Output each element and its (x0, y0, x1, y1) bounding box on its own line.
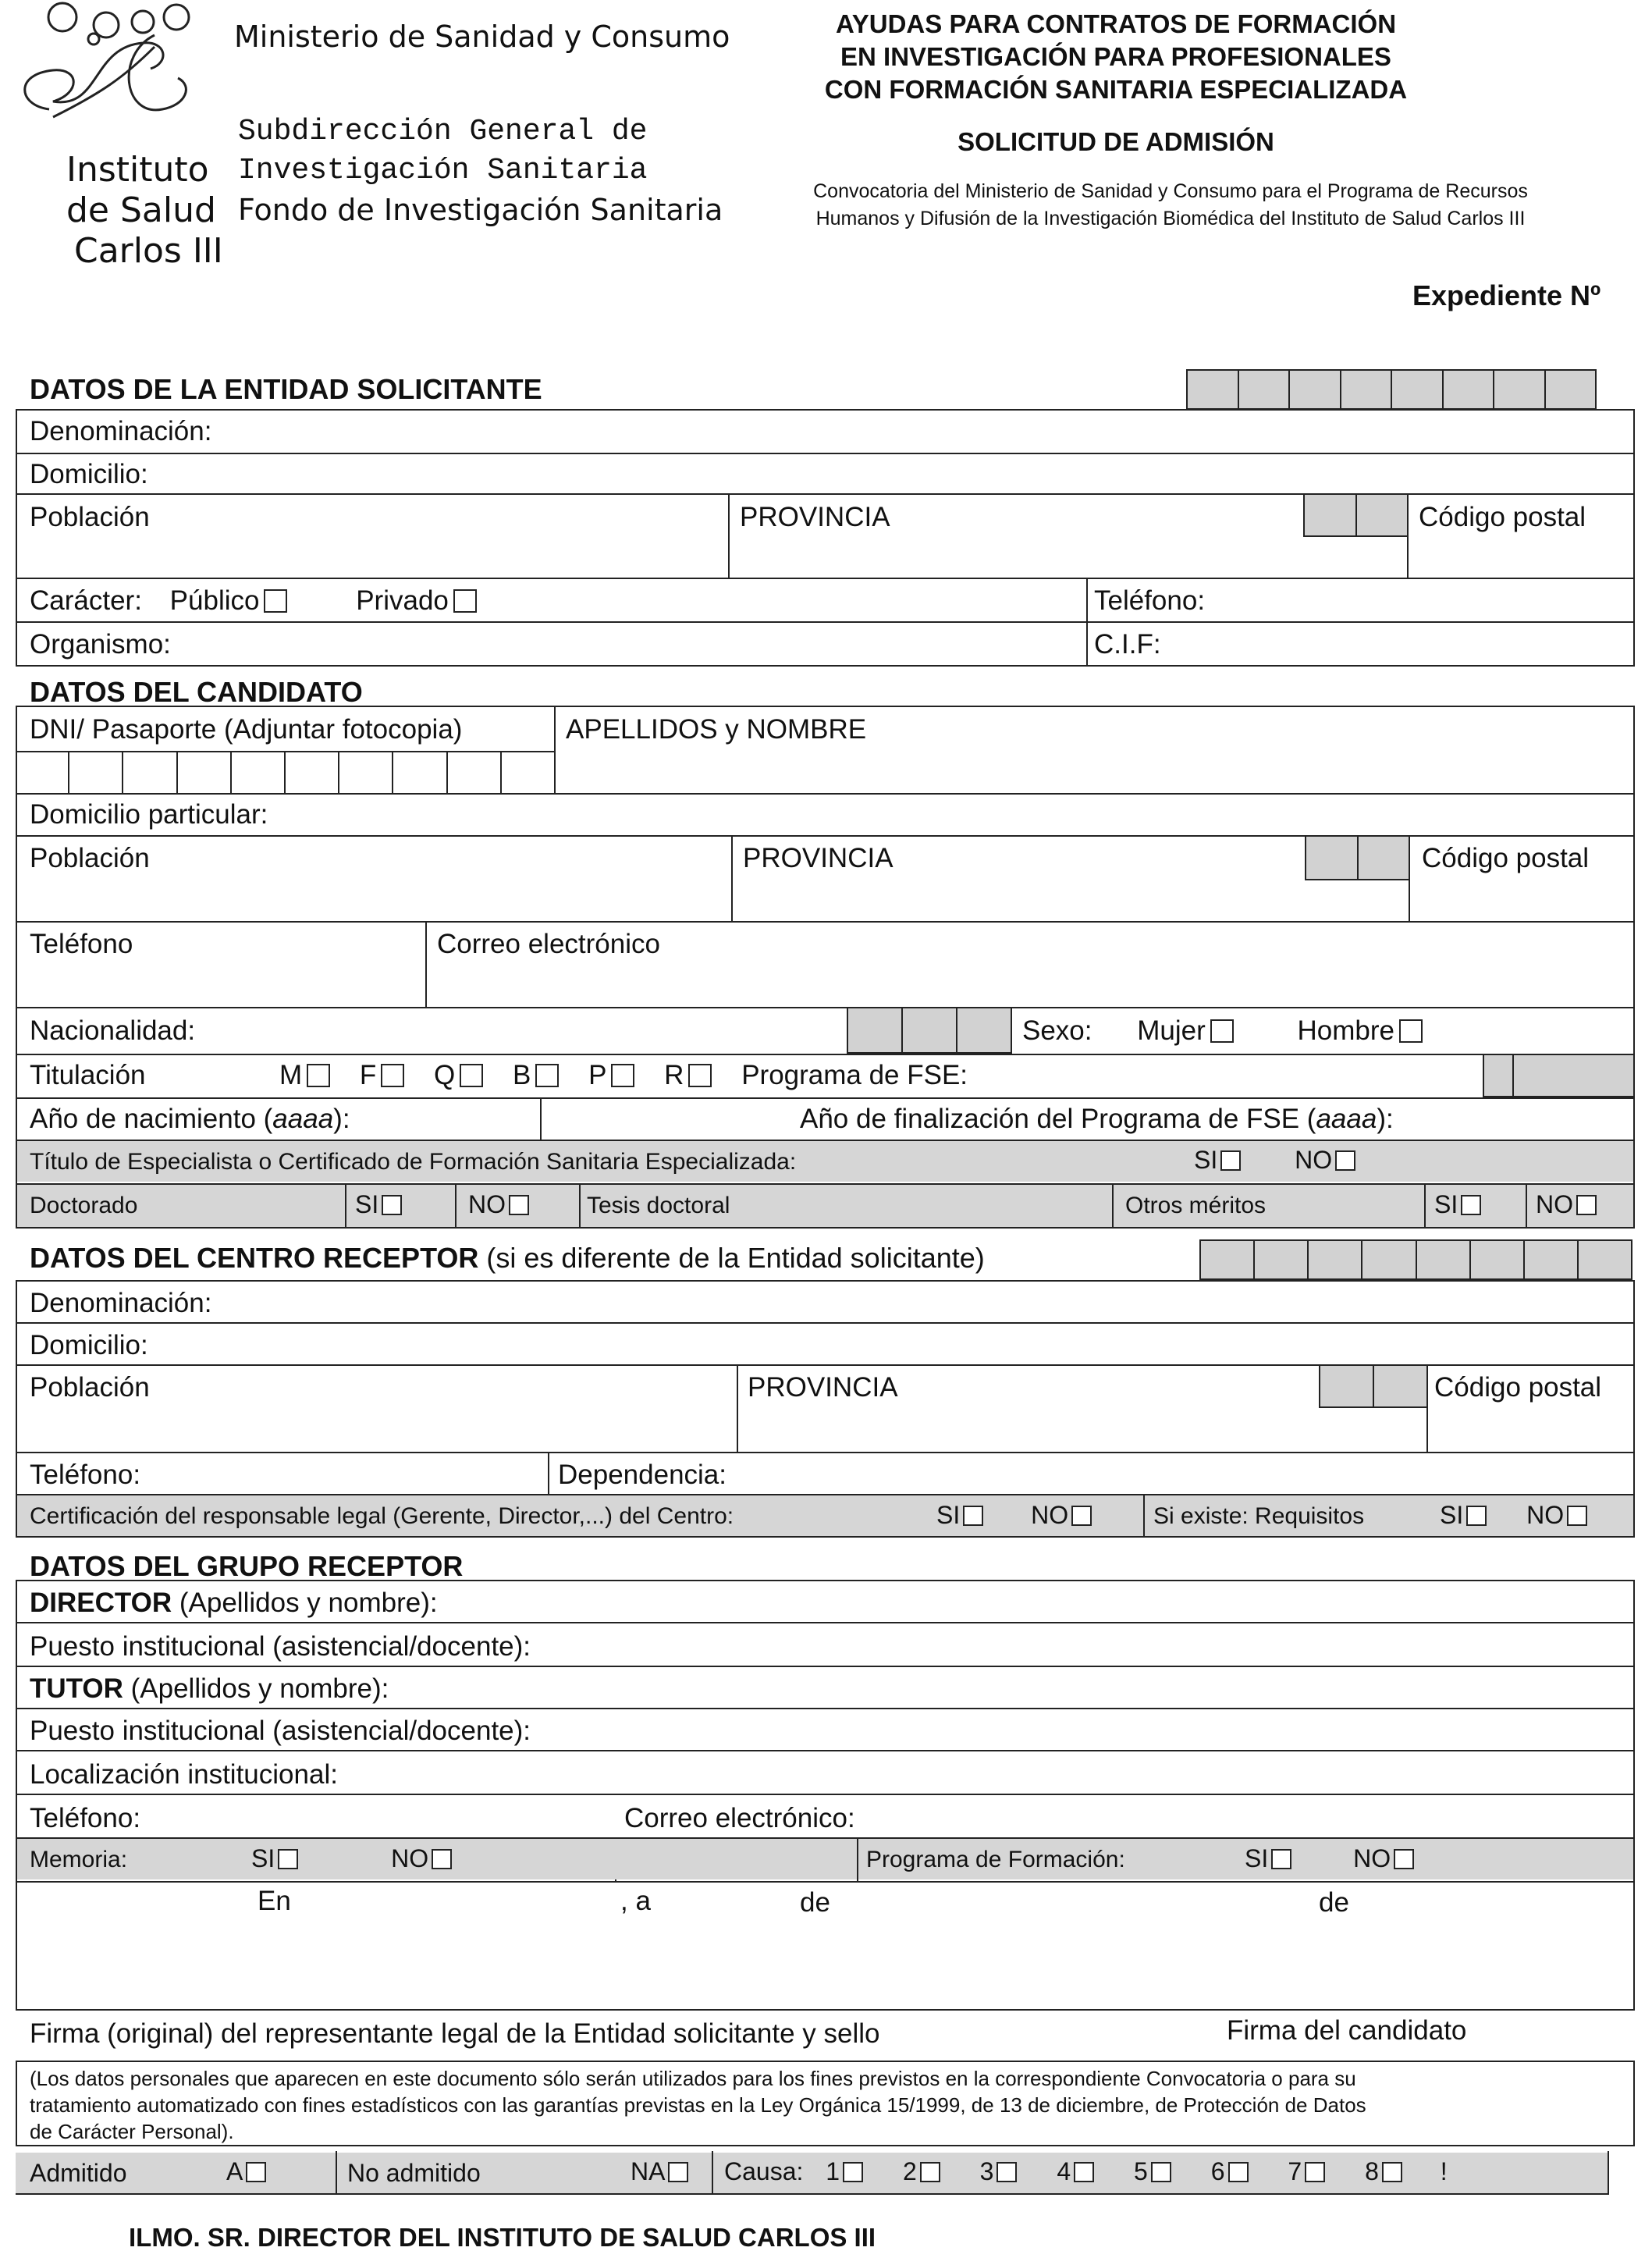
isciii-logo-mark-icon (6, 0, 217, 156)
tit-q-checkbox[interactable] (460, 1064, 483, 1087)
doctorado-row (17, 1185, 1633, 1227)
centro-provincia-label: PROVINCIA (748, 1372, 898, 1403)
centro-dependencia-label: Dependencia: (558, 1460, 727, 1490)
causa-1-label: 1 (826, 2157, 840, 2185)
causa-7-checkbox[interactable] (1305, 2162, 1325, 2182)
nacimiento-label: Año de nacimiento (aaaa): (30, 1104, 350, 1134)
localizacion-label: Localización institucional: (30, 1759, 338, 1790)
tit-m-label: M (279, 1060, 303, 1090)
admitido-a-label: A (226, 2157, 243, 2185)
tit-p-label: P (588, 1060, 607, 1090)
candidato-telefono-label: Teléfono (30, 929, 133, 959)
causa-7-label: 7 (1288, 2157, 1302, 2185)
entidad-provincia-label: PROVINCIA (740, 502, 890, 532)
convocatoria-line-2: Humanos y Difusión de la Investigación Biomédica del Instituto de Salud Carlos III (815, 208, 1526, 229)
puesto-tutor-label: Puesto institucional (asistencial/docente): (30, 1716, 531, 1746)
publico-label: Público (169, 585, 260, 616)
finalizacion-label: Año de finalización del Programa de FSE (aaaa): (800, 1104, 1394, 1134)
grupo-correo-label: Correo electrónico: (624, 1803, 855, 1833)
privado-checkbox[interactable] (453, 589, 477, 613)
programa-fse-label: Programa de FSE: (741, 1060, 968, 1090)
subdireccion-line-2: Investigación Sanitaria (238, 154, 648, 187)
entidad-caracter-field (30, 587, 477, 614)
candidato-provincia-cells[interactable] (1305, 835, 1410, 880)
entidad-section-box (16, 409, 1635, 667)
programa-si-checkbox[interactable] (1271, 1849, 1291, 1869)
form-title-line-3: CON FORMACIÓN SANITARIA ESPECIALIZADA (824, 75, 1408, 104)
otros-no-checkbox[interactable] (1576, 1195, 1597, 1215)
causa-4-checkbox[interactable] (1074, 2162, 1094, 2182)
certificacion-no-checkbox[interactable] (1071, 1506, 1092, 1526)
memoria-label: Memoria: (30, 1847, 128, 1872)
admitido-a (226, 2159, 266, 2184)
tit-b-checkbox[interactable] (535, 1064, 559, 1087)
footer-addressee: ILMO. SR. DIRECTOR DEL INSTITUTO DE SALUD CARLOS III (129, 2223, 876, 2252)
causa-5-checkbox[interactable] (1151, 2162, 1171, 2182)
entidad-provincia-cells[interactable] (1303, 493, 1409, 537)
candidato-correo-label: Correo electrónico (437, 929, 660, 959)
especialista-no-checkbox[interactable] (1335, 1150, 1355, 1171)
legal-line-3: de Carácter Personal). (30, 2120, 234, 2143)
section-title-centro (30, 1244, 985, 1272)
otros-no-label: NO (1536, 1190, 1573, 1218)
entidad-denominacion-label: Denominación: (30, 416, 212, 446)
memoria-si-label: SI (251, 1844, 275, 1872)
causa-3-label: 3 (979, 2157, 994, 2185)
memoria-options (251, 1846, 452, 1871)
dni-label: DNI/ Pasaporte (Adjuntar fotocopia) (30, 714, 463, 745)
firma-de-2-label: de (1319, 1887, 1349, 1918)
candidato-provincia-label: PROVINCIA (743, 843, 894, 873)
programa-fse-cells[interactable] (1483, 1054, 1635, 1097)
section-title-candidato: DATOS DEL CANDIDATO (30, 676, 363, 708)
centro-domicilio-label: Domicilio: (30, 1330, 148, 1360)
firma-candidato-label: Firma del candidato (1227, 2015, 1467, 2046)
sexo-field (1022, 1017, 1423, 1044)
programa-formacion-options (1245, 1846, 1414, 1871)
no-admitido-na-label: NA (631, 2157, 666, 2185)
form-subtitle: SOLICITUD DE ADMISIÓN (957, 127, 1274, 156)
candidato-domicilio-label: Domicilio particular: (30, 799, 268, 830)
convocatoria-line-1: Convocatoria del Ministerio de Sanidad y Consumo para el Programa de Recursos (813, 180, 1528, 202)
entidad-cif-label: C.I.F: (1094, 629, 1161, 660)
no-admitido-checkbox[interactable] (668, 2162, 688, 2182)
director-rest: (Apellidos y nombre): (172, 1588, 438, 1618)
especialista-si-checkbox[interactable] (1220, 1150, 1241, 1171)
form-title-line-2: EN INVESTIGACIÓN PARA PROFESIONALES (840, 42, 1391, 71)
especialista-no-label: NO (1295, 1146, 1333, 1174)
tit-m-checkbox[interactable] (307, 1064, 330, 1087)
centro-poblacion-label: Población (30, 1372, 150, 1403)
causa-label: Causa: (724, 2157, 804, 2185)
entidad-telefono-label: Teléfono: (1094, 585, 1206, 616)
ministry-name: Ministerio de Sanidad y Consumo (234, 20, 730, 54)
logo-text-line-3: Carlos III (74, 231, 223, 271)
programa-si-label: SI (1245, 1844, 1269, 1872)
causa-end-mark: ! (1440, 2157, 1448, 2185)
subdireccion-line-1: Subdirección General de (238, 115, 648, 148)
programa-no-label: NO (1353, 1844, 1391, 1872)
admitido-label: Admitido (30, 2159, 127, 2187)
legal-line-1: (Los datos personales que aparecen en este documento sólo serán utilizados para los fines previstos en la correspondiente Convocatoria o para su (30, 2067, 1356, 2090)
firma-en-label: En (258, 1886, 291, 1916)
memoria-no-label: NO (391, 1844, 429, 1872)
tit-r-checkbox[interactable] (688, 1064, 712, 1087)
centro-denominacion-label: Denominación: (30, 1288, 212, 1318)
expediente-label: Expediente Nº (1412, 279, 1601, 311)
causa-8-label: 8 (1365, 2157, 1379, 2185)
otros-si-label: SI (1434, 1190, 1458, 1218)
doctorado-label: Doctorado (30, 1193, 138, 1218)
hombre-checkbox[interactable] (1399, 1019, 1423, 1043)
dni-digit-cells[interactable] (16, 751, 554, 793)
nacionalidad-label: Nacionalidad: (30, 1015, 196, 1046)
nacionalidad-cells[interactable] (847, 1007, 1012, 1054)
entidad-domicilio-label: Domicilio: (30, 459, 148, 489)
no-admitido-na (631, 2159, 688, 2184)
causa-options (724, 2159, 1448, 2184)
entidad-code-cells[interactable] (1186, 369, 1597, 410)
centro-telefono-label: Teléfono: (30, 1460, 141, 1490)
causa-5-label: 5 (1134, 2157, 1148, 2185)
doctorado-no-label: NO (468, 1190, 506, 1218)
entidad-organismo-label: Organismo: (30, 629, 171, 660)
causa-3-checkbox[interactable] (997, 2162, 1017, 2182)
certificacion-label: Certificación del responsable legal (Gerente, Director,...) del Centro: (30, 1503, 734, 1529)
grupo-telefono-label: Teléfono: (30, 1803, 141, 1833)
form-title-line-1: AYUDAS PARA CONTRATOS DE FORMACIÓN (835, 9, 1397, 38)
titulo-especialista-label: Título de Especialista o Certificado de Formación Sanitaria Especializada: (30, 1149, 797, 1175)
tit-b-label: B (512, 1060, 531, 1090)
causa-1-checkbox[interactable] (843, 2162, 863, 2182)
causa-2-label: 2 (902, 2157, 917, 2185)
doctorado-si (355, 1192, 402, 1217)
requisitos-no-label: NO (1526, 1501, 1565, 1529)
especialista-si-label: SI (1194, 1146, 1218, 1174)
director-label (30, 1589, 438, 1616)
otros-meritos-label: Otros méritos (1125, 1193, 1267, 1218)
tutor-label (30, 1675, 389, 1702)
mujer-label: Mujer (1137, 1015, 1206, 1046)
causa-4-label: 4 (1057, 2157, 1071, 2185)
director-bold: DIRECTOR (30, 1588, 172, 1618)
caracter-label: Carácter: (30, 585, 142, 616)
tit-f-label: F (359, 1060, 377, 1090)
doctorado-si-checkbox[interactable] (382, 1195, 402, 1215)
certificacion-si-checkbox[interactable] (963, 1506, 983, 1526)
candidato-codigo-postal-label: Código postal (1422, 843, 1590, 873)
hombre-label: Hombre (1297, 1015, 1394, 1046)
puesto-director-label: Puesto institucional (asistencial/docente): (30, 1631, 531, 1662)
centro-title-bold: DATOS DEL CENTRO RECEPTOR (30, 1242, 479, 1274)
requisitos-options (1440, 1502, 1587, 1527)
firma-representante-label: Firma (original) del representante legal de la Entidad solicitante y sello (30, 2018, 880, 2049)
centro-code-cells[interactable] (1199, 1239, 1632, 1280)
titulacion-options (279, 1061, 968, 1089)
si-existe-label: Si existe: Requisitos (1153, 1503, 1365, 1529)
section-title-grupo: DATOS DEL GRUPO RECEPTOR (30, 1550, 464, 1582)
otros-no (1536, 1192, 1597, 1217)
centro-codigo-postal-label: Código postal (1434, 1372, 1602, 1403)
section-title-entidad: DATOS DE LA ENTIDAD SOLICITANTE (30, 373, 542, 405)
causa-8-checkbox[interactable] (1382, 2162, 1402, 2182)
sexo-label: Sexo: (1022, 1015, 1092, 1046)
admitido-checkbox[interactable] (246, 2162, 266, 2182)
legal-line-2: tratamiento automatizado con fines estadísticos con las garantías previstas en la Ley Orgánica 15/1999, de 13 de diciembre, de Protección de Datos (30, 2093, 1366, 2117)
mujer-checkbox[interactable] (1210, 1019, 1234, 1043)
requisitos-si-label: SI (1440, 1501, 1464, 1529)
entidad-poblacion-label: Población (30, 502, 150, 532)
tutor-rest: (Apellidos y nombre): (123, 1673, 389, 1704)
doctorado-si-label: SI (355, 1190, 379, 1218)
no-admitido-label: No admitido (347, 2159, 481, 2187)
entidad-codigo-postal-label: Código postal (1419, 502, 1586, 532)
certificacion-no-label: NO (1031, 1501, 1069, 1529)
logo-text-line-1: Instituto (66, 150, 209, 190)
causa-6-label: 6 (1210, 2157, 1225, 2185)
logo-text-line-2: de Salud (66, 190, 216, 230)
programa-no-checkbox[interactable] (1394, 1849, 1414, 1869)
tit-r-label: R (664, 1060, 684, 1090)
memoria-si-checkbox[interactable] (278, 1849, 298, 1869)
tit-p-checkbox[interactable] (611, 1064, 634, 1087)
tit-q-label: Q (434, 1060, 456, 1090)
certificacion-options (936, 1502, 1092, 1527)
tutor-bold: TUTOR (30, 1673, 123, 1704)
apellidos-nombre-label: APELLIDOS y NOMBRE (566, 714, 867, 745)
centro-provincia-cells[interactable] (1319, 1364, 1428, 1408)
publico-checkbox[interactable] (264, 589, 287, 613)
candidato-poblacion-label: Población (30, 843, 150, 873)
otros-si (1434, 1192, 1481, 1217)
tesis-doctoral-label: Tesis doctoral (587, 1193, 730, 1218)
doctorado-no (468, 1192, 529, 1217)
titulo-especialista-options (1194, 1147, 1355, 1172)
requisitos-si-checkbox[interactable] (1466, 1506, 1487, 1526)
causa-6-checkbox[interactable] (1228, 2162, 1249, 2182)
titulacion-label: Titulación (30, 1060, 146, 1090)
privado-label: Privado (356, 585, 449, 616)
requisitos-no-checkbox[interactable] (1567, 1506, 1587, 1526)
certificacion-si-label: SI (936, 1501, 961, 1529)
causa-2-checkbox[interactable] (920, 2162, 940, 2182)
otros-si-checkbox[interactable] (1461, 1195, 1481, 1215)
tit-f-checkbox[interactable] (381, 1064, 404, 1087)
memoria-no-checkbox[interactable] (432, 1849, 452, 1869)
centro-title-note: (si es diferente de la Entidad solicitante) (478, 1242, 985, 1274)
fondo-name: Fondo de Investigación Sanitaria (238, 193, 723, 227)
programa-formacion-label: Programa de Formación: (866, 1847, 1125, 1872)
firma-a-label: , a (620, 1886, 651, 1916)
doctorado-no-checkbox[interactable] (509, 1195, 529, 1215)
firma-de-1-label: de (800, 1887, 830, 1918)
